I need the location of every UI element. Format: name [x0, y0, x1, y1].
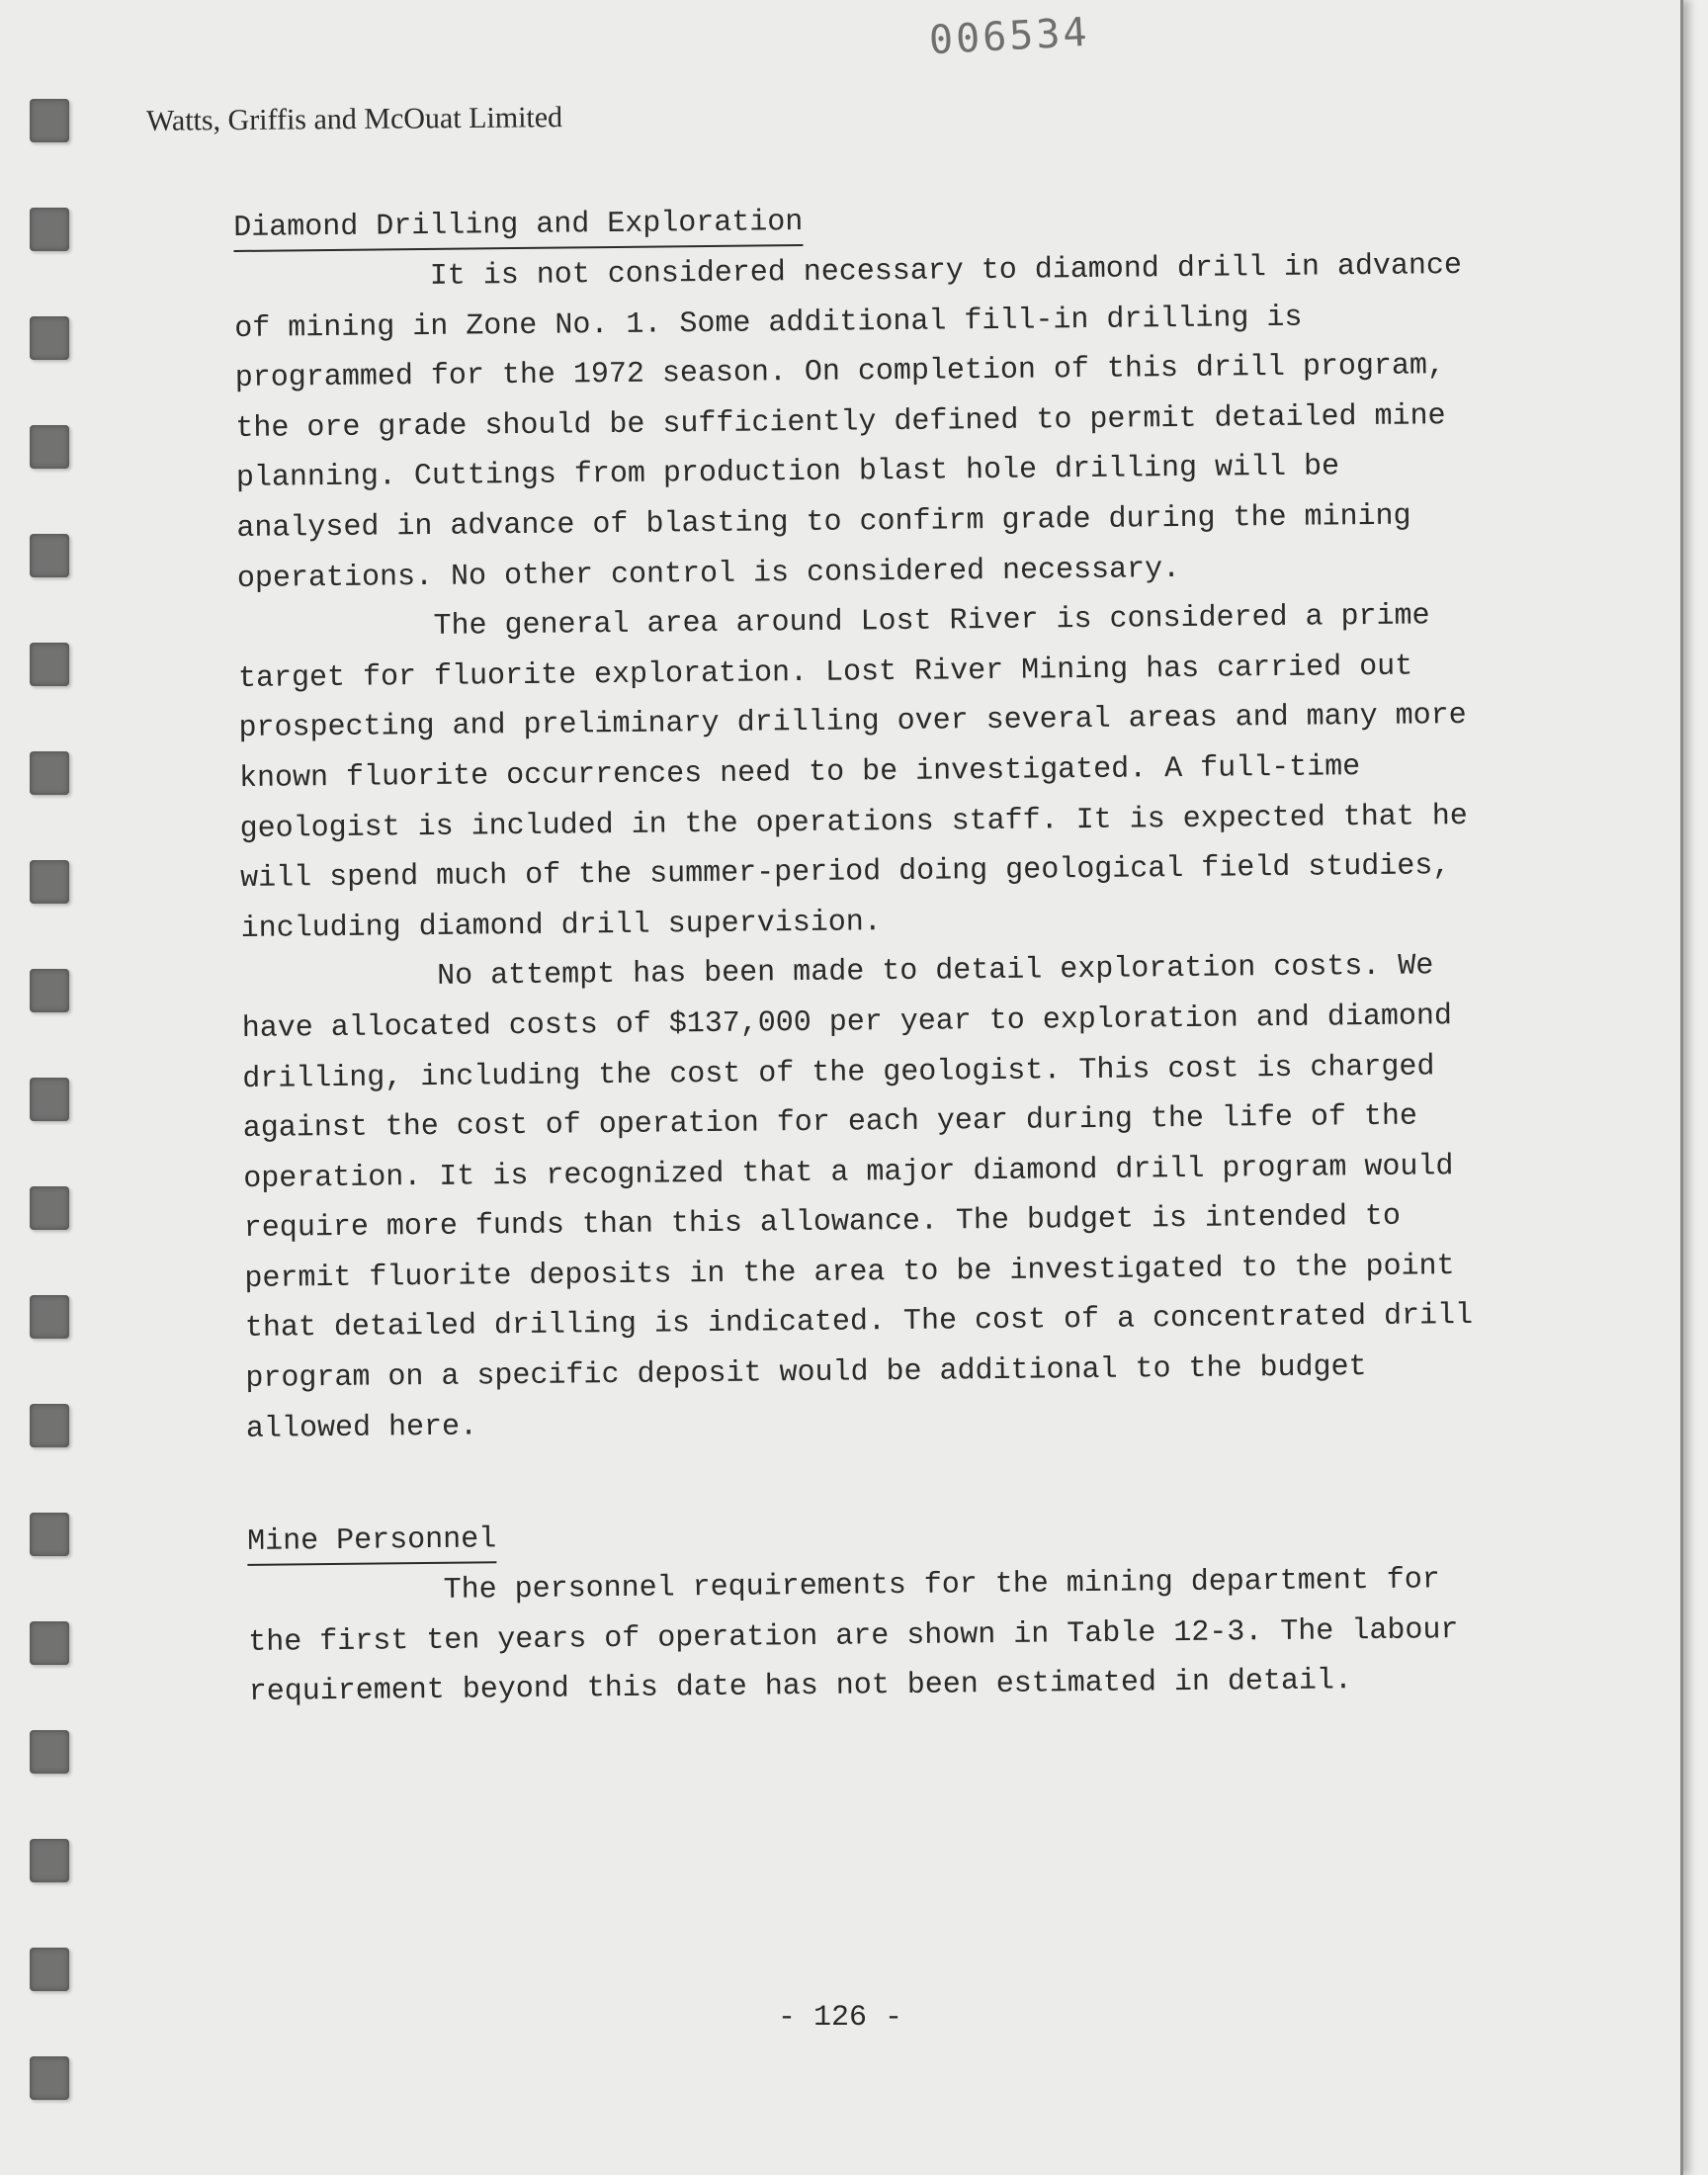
binding-hole — [30, 208, 69, 251]
binding-hole — [30, 1513, 69, 1556]
paragraph: The general area around Lost River is considered a prime target for fluorite exploration. Lost River Mining has carried out prospecting and preliminary drilling over several areas and many more known fluorite occurrences need to be investigated. A full-time geologist is included in the operations staff. It is expected that he will spend much of the summer-period doing geological field studies, including diamond drill supervision. — [237, 599, 1468, 946]
binding-hole — [30, 2056, 69, 2100]
binding-hole — [30, 751, 69, 795]
binding-hole — [30, 425, 69, 469]
letterhead: Watts, Griffis and McOuat Limited — [145, 101, 563, 137]
binding-hole — [30, 1404, 69, 1447]
binding-hole — [30, 643, 69, 686]
binding-hole — [30, 860, 69, 904]
binding-hole — [30, 316, 69, 360]
binding-hole — [30, 1078, 69, 1121]
page-number: - 126 - — [777, 2001, 903, 2035]
binding-hole — [30, 1295, 69, 1339]
binding-hole — [30, 1839, 69, 1882]
section-heading-diamond-drilling: Diamond Drilling and Exploration — [233, 203, 804, 252]
binding-hole — [30, 969, 69, 1012]
binding-hole — [30, 1186, 69, 1230]
binding-hole — [30, 534, 69, 577]
binding-hole — [30, 99, 69, 142]
binding-hole — [30, 1948, 69, 1991]
paragraph: No attempt has been made to detail exploration costs. We have allocated costs of $137,000 per year to exploration and diamond drilling, including the cost of the geologist. This cost is charged against the cost of operation for each year during the life of the operation. It is recognized that a major diamond drill program would require more funds than this allowance. The budget is intended to permit fluorite deposits in the area to be investigated to the point that detailed drilling is indicated. The cost of a concentrated drill program on a specific deposit would be additional to the budget allowed here. — [241, 949, 1474, 1446]
binding-hole — [30, 1730, 69, 1774]
section-heading-mine-personnel: Mine Personnel — [247, 1521, 496, 1567]
document-stamp-number: 006534 — [927, 9, 1091, 64]
binding-hole — [30, 1621, 69, 1665]
paragraph: It is not considered necessary to diamond drill in advance of mining in Zone No. 1. Some additional fill-in drilling is programmed for the 1972 season. On completion of this drill program, the ore grade should be sufficiently defined to permit detailed mine planning. Cuttings from production blast hole drilling will be analysed in advance of blasting to confirm grade during the mining operations. No other control is considered necessary. — [234, 248, 1463, 596]
document-body — [233, 191, 1485, 1718]
spiral-binding — [24, 0, 83, 2175]
paragraph: The personnel requirements for the mining department for the first ten years of operation are shown in Table 12-3. The labour requirement beyond this date has not been estimated in detail. — [248, 1563, 1459, 1710]
